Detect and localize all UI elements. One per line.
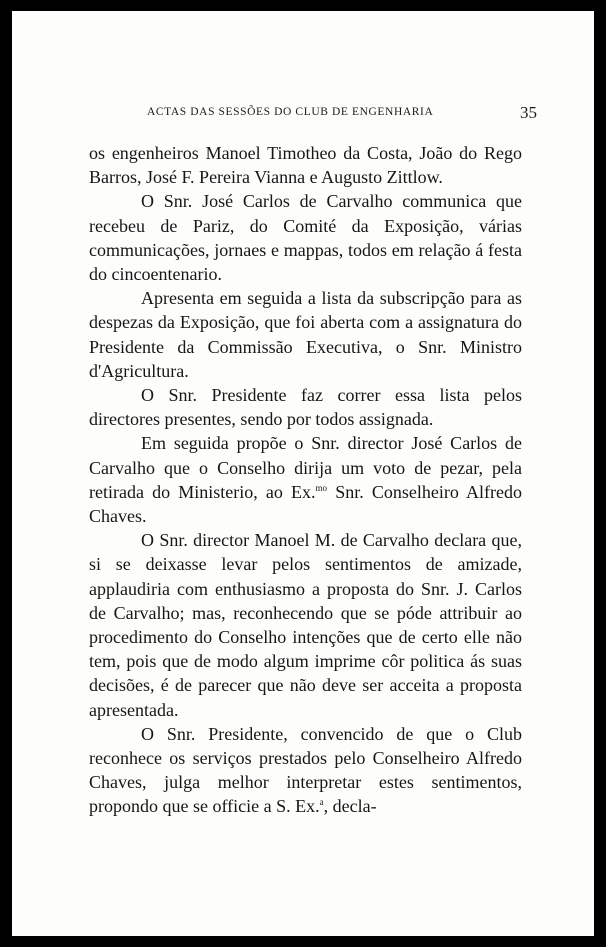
paragraph-5-text-a: Em seguida propõe o Snr. director José Carlos de Carvalho que o Conselho dirija um voto de pezar, pela retirada do Ministerio, ao Ex. (89, 433, 522, 502)
abbreviation-superscript: a (319, 797, 324, 808)
body-text (89, 141, 522, 819)
running-title: ACTAS DAS SESSÕES DO CLUB DE ENGENHARIA (147, 106, 434, 118)
paragraph-4: O Snr. Presidente faz correr essa lista pelos directores presentes, sendo por todos assignada. (89, 385, 522, 430)
paragraph-6: O Snr. director Manoel M. de Carvalho declara que, si se deixasse levar pelos sentimentos de amizade, applaudiria com enthusiasmo a proposta do Snr. J. Carlos de Carvalho; mas, reconhecendo que se póde attribuir ao procedimento do Conselho intenções que de certo elle não tem, pois que de modo algum imprime côr politica ás suas decisões, é de parecer que não deve ser acceita a proposta apresentada. (89, 530, 522, 720)
paragraph-7-text-a: O Snr. Presidente, convencido de que o Club reconhece os serviços prestados pelo Conselheiro Alfredo Chaves, julga melhor interpretar estes sentimentos, propondo que se officie a S. Ex. (89, 723, 522, 817)
paragraph-7 (89, 722, 522, 819)
paragraph-2: O Snr. José Carlos de Carvalho communica que recebeu de Pariz, do Comité da Exposição, várias communicações, jornaes e mappas, todos em relação á festa do cincoentenario. (89, 191, 522, 285)
paragraph-5-text-b: Snr. Conselheiro Alfredo Chaves. (89, 481, 522, 527)
page-number: 35 (520, 103, 537, 122)
paragraph-1: os engenheiros Manoel Timotheo da Costa, João do Rego Barros, José F. Pereira Vianna e Augusto Zittlow. (89, 143, 522, 188)
abbreviation-superscript: mo (315, 482, 328, 493)
paragraph-7-text-b: , decla- (323, 796, 377, 817)
paragraph-3: Apresenta em seguida a lista da subscripção para as despezas da Exposição, que foi aberta com a assignatura do Presidente da Commissão Executiva, o Snr. Ministro d'Agricultura. (89, 288, 522, 381)
paragraph-5 (89, 431, 522, 528)
book-page (12, 11, 594, 936)
